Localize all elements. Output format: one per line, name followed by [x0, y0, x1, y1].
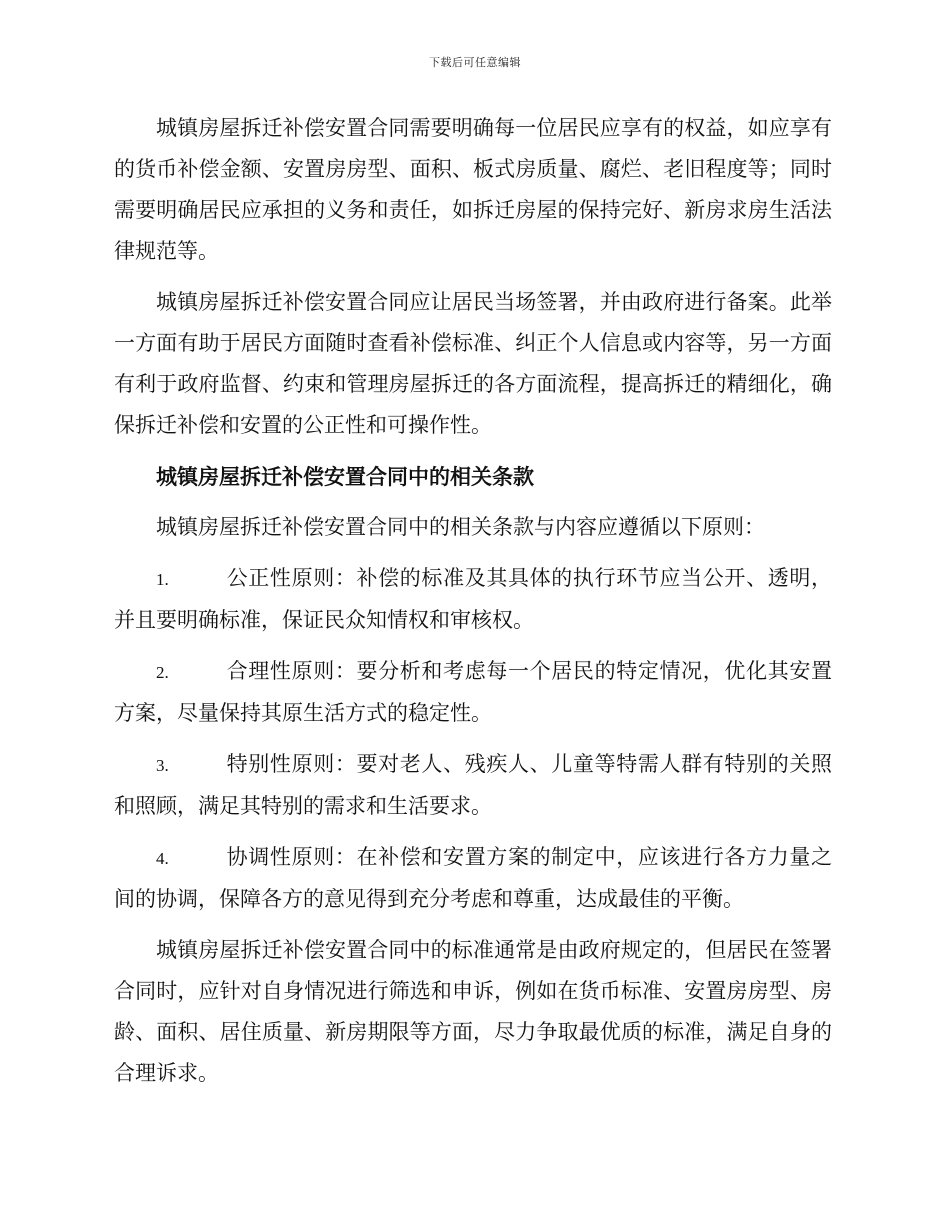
principle-number: 4.	[156, 849, 169, 868]
principle-number: 3.	[156, 756, 169, 775]
principle-number: 1.	[156, 570, 169, 589]
principle-number: 2.	[156, 663, 169, 682]
principle-text: 合理性原则：要分析和考虑每一个居民的特定情况，优化其安置方案，尽量保持其原生活方式的稳定性。	[114, 659, 832, 725]
principle-text: 协调性原则：在补偿和安置方案的制定中，应该进行各方力量之间的协调，保障各方的意见得到充分考虑和尊重，达成最佳的平衡。	[114, 845, 832, 911]
principle-item-3	[114, 744, 832, 827]
principle-item-1	[114, 558, 832, 641]
paragraph-signing: 城镇房屋拆迁补偿安置合同应让居民当场签署，并由政府进行备案。此举一方面有助于居民方面随时查看补偿标准、纠正个人信息或内容等，另一方面有利于政府监督、约束和管理房屋拆迁的各方面流程，提高拆迁的精细化，确保拆迁补偿和安置的公正性和可操作性。	[114, 290, 832, 437]
document-body	[114, 108, 832, 1104]
paragraph-standards: 城镇房屋拆迁补偿安置合同中的标准通常是由政府规定的，但居民在签署合同时，应针对自身情况进行筛选和申诉，例如在货币标准、安置房房型、房龄、面积、居住质量、新房期限等方面，尽力争取最优质的标准，满足自身的合理诉求。	[114, 938, 832, 1085]
principle-text: 特别性原则：要对老人、残疾人、儿童等特需人群有特别的关照和照顾，满足其特别的需求和生活要求。	[114, 752, 832, 818]
principle-text: 公正性原则：补偿的标准及其具体的执行环节应当公开、透明，并且要明确标准，保证民众知情权和审核权。	[114, 566, 832, 632]
section-heading: 城镇房屋拆迁补偿安置合同中的相关条款	[156, 464, 534, 489]
principle-item-4	[114, 837, 832, 920]
paragraph-rights: 城镇房屋拆迁补偿安置合同需要明确每一位居民应享有的权益，如应享有的货币补偿金额、安置房房型、面积、板式房质量、腐烂、老旧程度等；同时需要明确居民应承担的义务和责任，如拆迁房屋的保持完好、新房求房生活法律规范等。	[114, 116, 832, 263]
principle-item-2	[114, 651, 832, 734]
paragraph-principles-intro: 城镇房屋拆迁补偿安置合同中的相关条款与内容应遵循以下原则：	[156, 515, 765, 539]
page-header: 下载后可任意编辑	[429, 56, 521, 69]
